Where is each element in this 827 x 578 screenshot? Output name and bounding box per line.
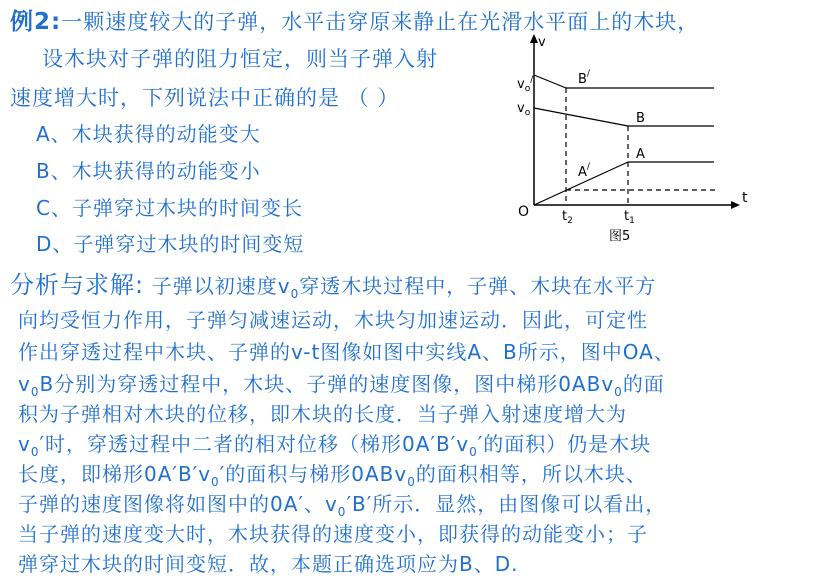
example-label: 例2: (10, 9, 62, 35)
analysis-line-6: $v_0'$时，穿透过程中二者的相对位移（梯形$0A'B'v_0'$的面积）仍是木块 (18, 432, 652, 459)
origin-label: O (518, 204, 530, 220)
t-axis-label: t (742, 190, 748, 206)
v-axis-arrow (530, 34, 538, 43)
analysis-line-2: 向均受恒力作用，子弹匀减速运动，木块匀加速运动．因此，可定性 (18, 308, 648, 332)
bullet-line (534, 108, 628, 126)
option-a: A、木块获得的动能变大 (36, 122, 261, 146)
v0-prime-label: $v_o^/$ (517, 75, 534, 94)
vt-graph (508, 30, 768, 250)
analysis-line-1: 分析与求解: 子弹以初速度$v_0$穿透木块过程中，子弹、木块在水平方 (10, 271, 657, 302)
analysis-line-4: $v_0B$分别为穿透过程中，木块、子弹的速度图像，图中梯形0ABv$_0$的面 (18, 372, 665, 399)
question-line-3: 速度增大时，下列说法中正确的是 （ ） (10, 86, 400, 110)
option-c: C、子弹穿过木块的时间变长 (36, 196, 303, 220)
analysis-line-9: 当子弹的速度变大时，木块获得的速度变小，即获得的动能变小；子 (18, 522, 648, 546)
option-b: B、木块获得的动能变小 (36, 159, 261, 183)
label-b: B (636, 111, 645, 126)
t1-label: $t_1$ (624, 209, 635, 226)
question-line-2: 设木块对子弹的阻力恒定，则当子弹入射 (42, 47, 438, 71)
label-a-prime: A/ (578, 162, 590, 180)
v0-label: $v_o$ (517, 101, 531, 118)
analysis-line-5: 积为子弹相对木块的位移，即木块的长度．当子弹入射速度增大为 (18, 402, 627, 426)
v-axis-label: v (538, 35, 546, 50)
figure-caption: 图5 (609, 229, 631, 244)
analysis-line-7: 长度，即梯形$0A'B'v_0'$的面积与梯形0ABv$_0$的面积相等，所以木块、 (18, 462, 647, 489)
t-axis-arrow (731, 201, 740, 209)
analysis-line-3: 作出穿透过程中木块、子弹的v-t图像如图中实线A、B所示，图中OA、 (18, 340, 675, 364)
label-b-prime: B/ (578, 69, 590, 87)
label-a: A (636, 147, 645, 162)
t2-label: $t_2$ (562, 209, 573, 226)
analysis-label: 分析与求解: (10, 271, 145, 299)
analysis-line-8: 子弹的速度图像将如图中的0A′、$v_0'B'$所示．显然，由图像可以看出， (18, 492, 667, 519)
option-d: D、子弹穿过木块的时间变短 (36, 232, 305, 256)
bullet-line-prime (534, 75, 566, 88)
analysis-line-10: 弹穿过木块的时间变短．故，本题正确选项应为B、D. (18, 552, 519, 576)
question-line-1: 例2:一颗速度较大的子弹，水平击穿原来静止在光滑水平面上的木块， (10, 9, 700, 35)
